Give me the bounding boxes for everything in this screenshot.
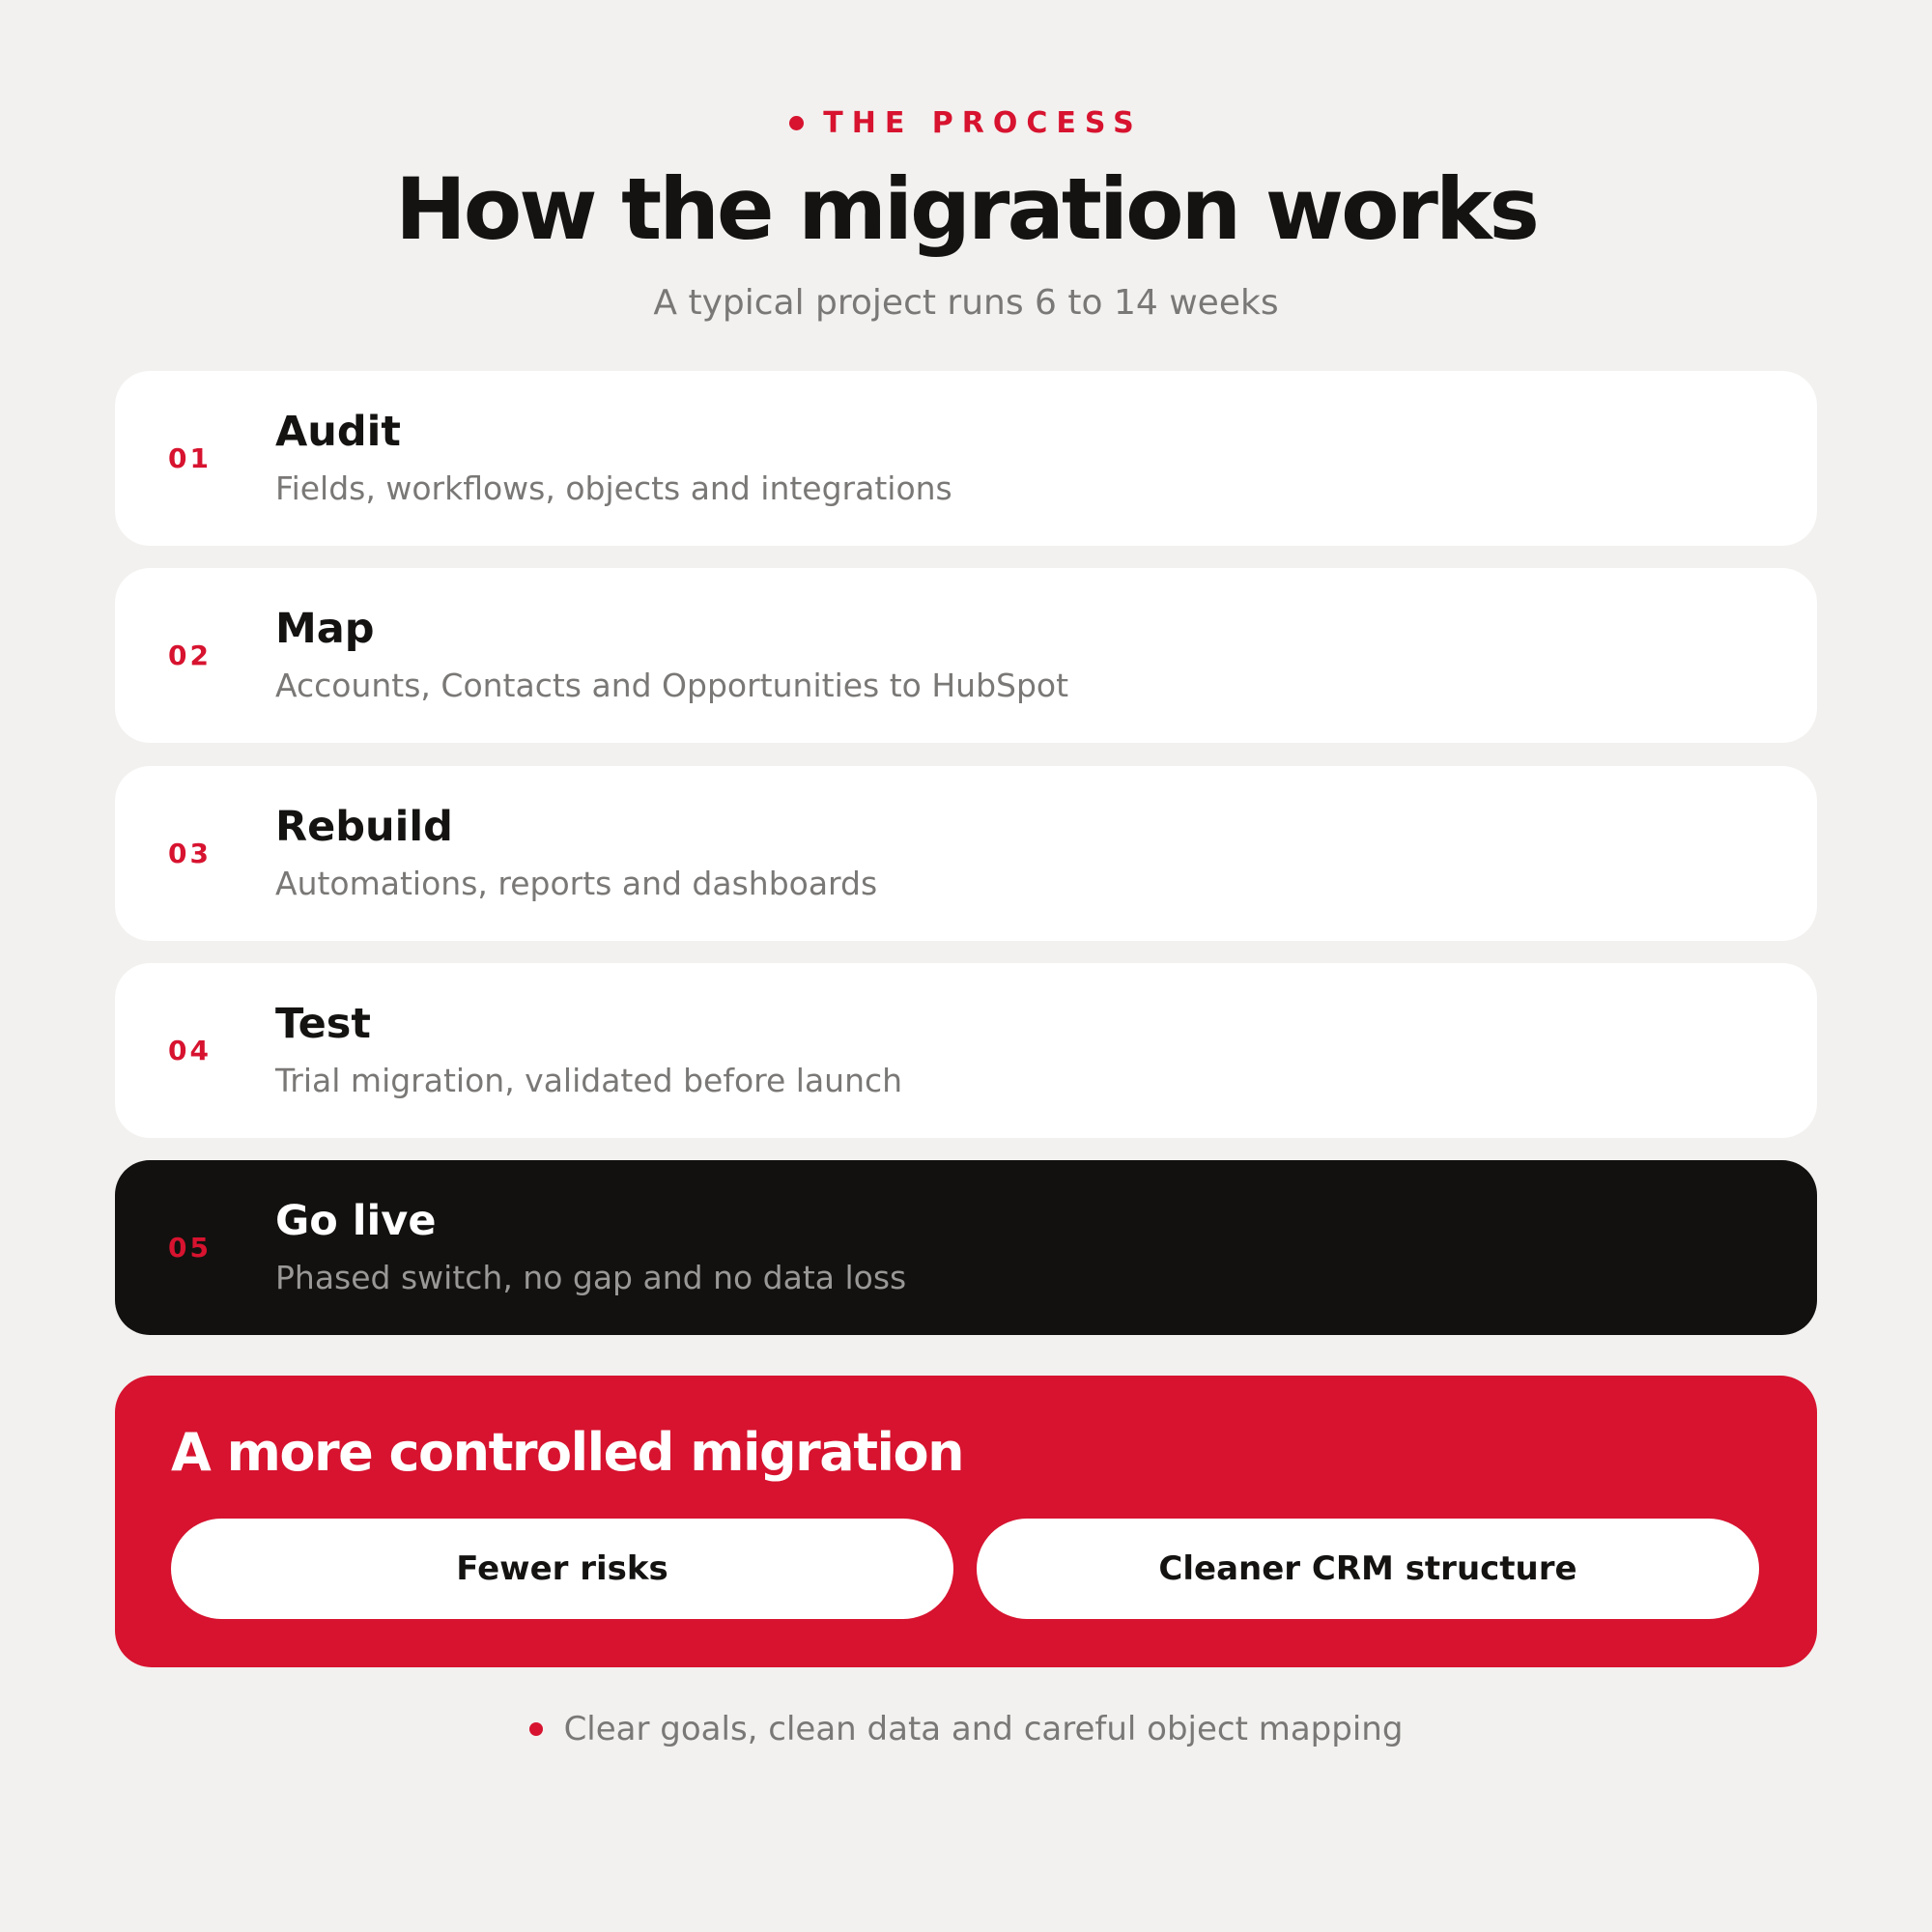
promo-title: A more controlled migration [171, 1422, 964, 1483]
step-title: Test [275, 1000, 371, 1048]
footnote [0, 1710, 1932, 1748]
step-description: Automations, reports and dashboards [275, 865, 878, 902]
step-card-audit [115, 371, 1817, 546]
eyebrow [0, 106, 1932, 140]
step-number: 01 [168, 442, 212, 474]
step-card-test [115, 963, 1817, 1138]
page-subtitle: A typical project runs 6 to 14 weeks [653, 283, 1279, 323]
step-description: Fields, workflows, objects and integrations [275, 469, 952, 507]
step-title: Rebuild [275, 803, 453, 851]
step-number: 03 [168, 838, 212, 869]
benefit-pill-cleaner-crm: Cleaner CRM structure [977, 1519, 1759, 1619]
footnote-text: Clear goals, clean data and careful object mapping [563, 1710, 1404, 1748]
page-title: How the migration works [395, 159, 1537, 259]
step-number: 05 [168, 1232, 212, 1264]
benefit-pill-fewer-risks: Fewer risks [171, 1519, 953, 1619]
step-number: 02 [168, 639, 212, 671]
step-title: Audit [275, 408, 401, 456]
step-number: 04 [168, 1035, 212, 1066]
step-card-rebuild [115, 766, 1817, 941]
step-card-map [115, 568, 1817, 743]
eyebrow-label: THE PROCESS [823, 106, 1143, 140]
accent-dot-icon [529, 1722, 543, 1736]
step-title: Map [275, 605, 375, 653]
step-description: Phased switch, no gap and no data loss [275, 1259, 907, 1296]
step-title: Go live [275, 1197, 437, 1245]
step-description: Accounts, Contacts and Opportunities to HubSpot [275, 667, 1069, 704]
promo-panel [115, 1376, 1817, 1667]
accent-dot-icon [789, 116, 804, 130]
step-description: Trial migration, validated before launch [275, 1062, 903, 1099]
step-card-go-live [115, 1160, 1817, 1335]
